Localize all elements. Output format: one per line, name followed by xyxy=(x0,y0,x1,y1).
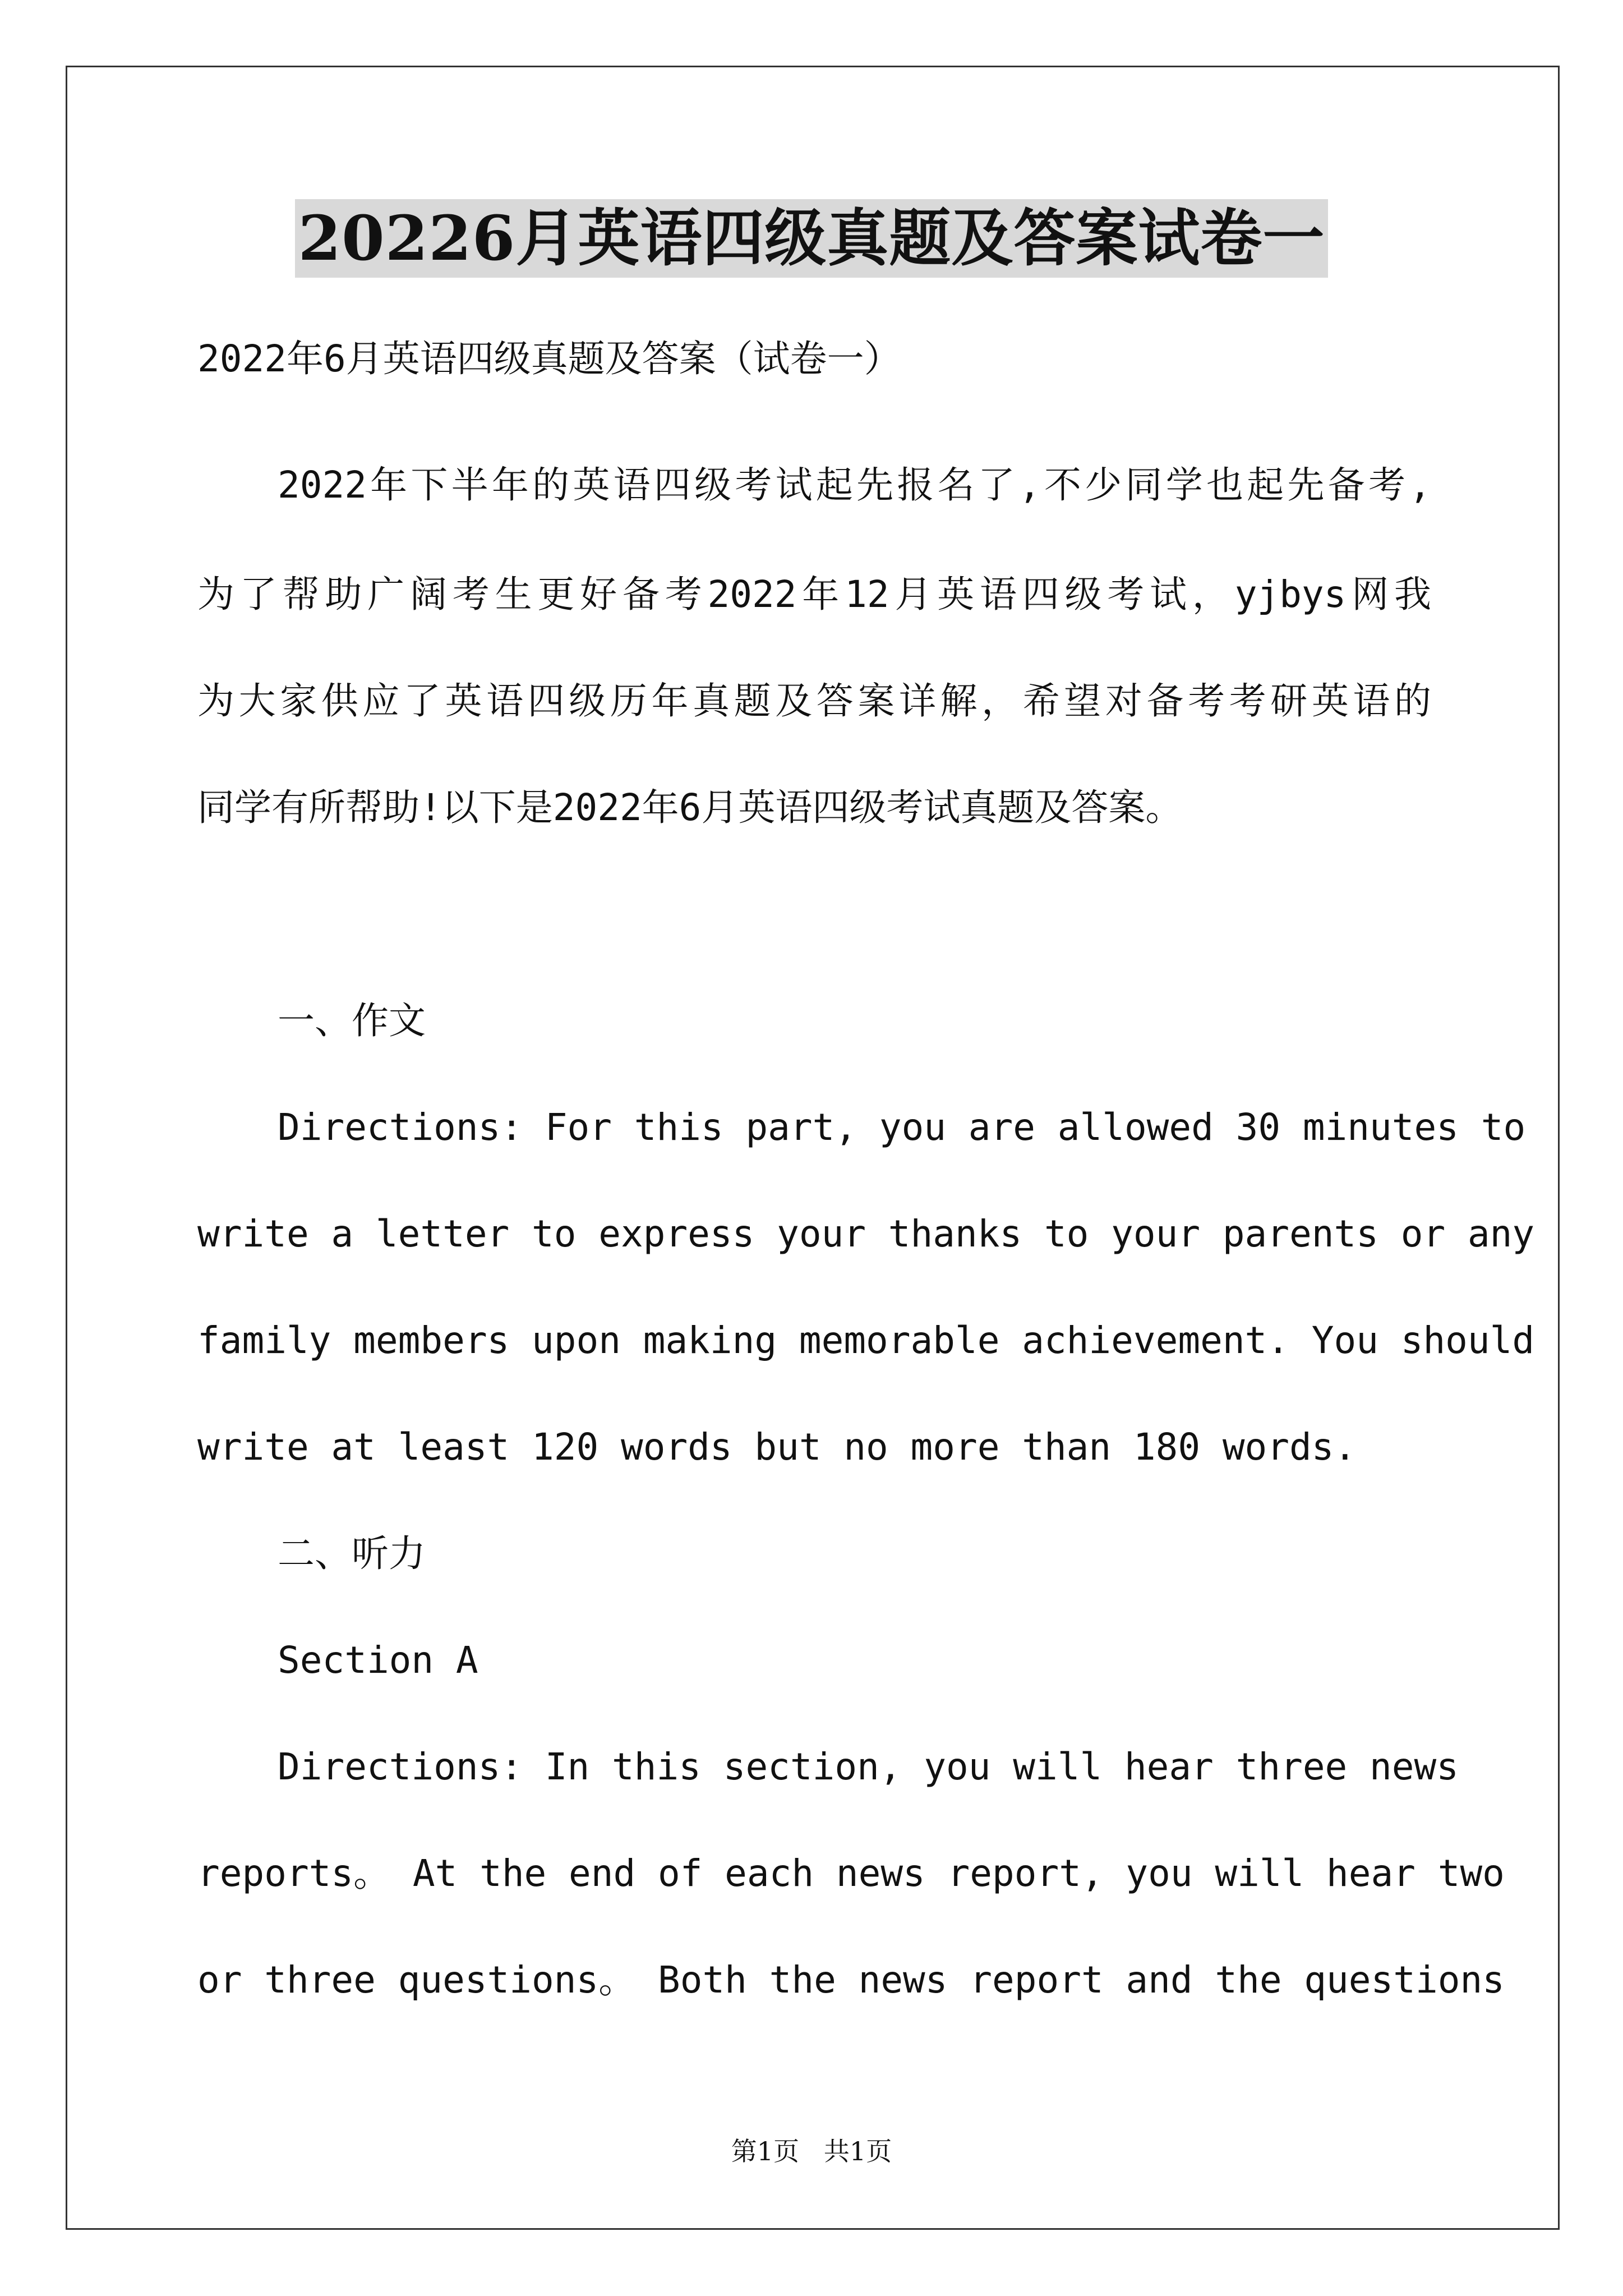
section-a-line-3: or three questions。 Both the news report and the questions xyxy=(197,1958,1505,2001)
section-a-label: Section A xyxy=(278,1639,478,1682)
writing-line-2: write a letter to express your thanks to your parents or any xyxy=(197,1212,1535,1255)
section-a-line-1: Directions: In this section, you will hear three news xyxy=(278,1745,1459,1788)
intro-line-1: 2022年下半年的英语四级考试起先报名了,不少同学也起先备考, xyxy=(278,463,1431,507)
section-heading-listening: 二、听力 xyxy=(278,1532,426,1575)
page-footer: 第1页 共1页 xyxy=(731,2136,892,2166)
intro-line-3: 为大家供应了英语四级历年真题及答案详解，希望对备考考研英语的 xyxy=(197,679,1431,723)
intro-line-4: 同学有所帮助!以下是2022年6月英语四级考试真题及答案。 xyxy=(197,786,1183,829)
document-title: 20226月英语四级真题及答案试卷一 xyxy=(295,199,1329,278)
intro-line-2: 为了帮助广阔考生更好备考2022年12月英语四级考试，yjbys网我 xyxy=(197,573,1431,616)
section-a-line-2: reports。 At the end of each news report, you will hear two xyxy=(197,1852,1505,1895)
writing-line-3: family members upon making memorable achievement. You should xyxy=(197,1319,1535,1362)
writing-line-1: Directions: For this part, you are allowed 30 minutes to xyxy=(278,1106,1526,1149)
title-container xyxy=(0,199,1623,278)
section-heading-writing: 一、作文 xyxy=(278,999,426,1042)
writing-line-4: write at least 120 words but no more than 180 words. xyxy=(197,1425,1357,1469)
subtitle: 2022年6月英语四级真题及答案（试卷一） xyxy=(197,337,901,380)
